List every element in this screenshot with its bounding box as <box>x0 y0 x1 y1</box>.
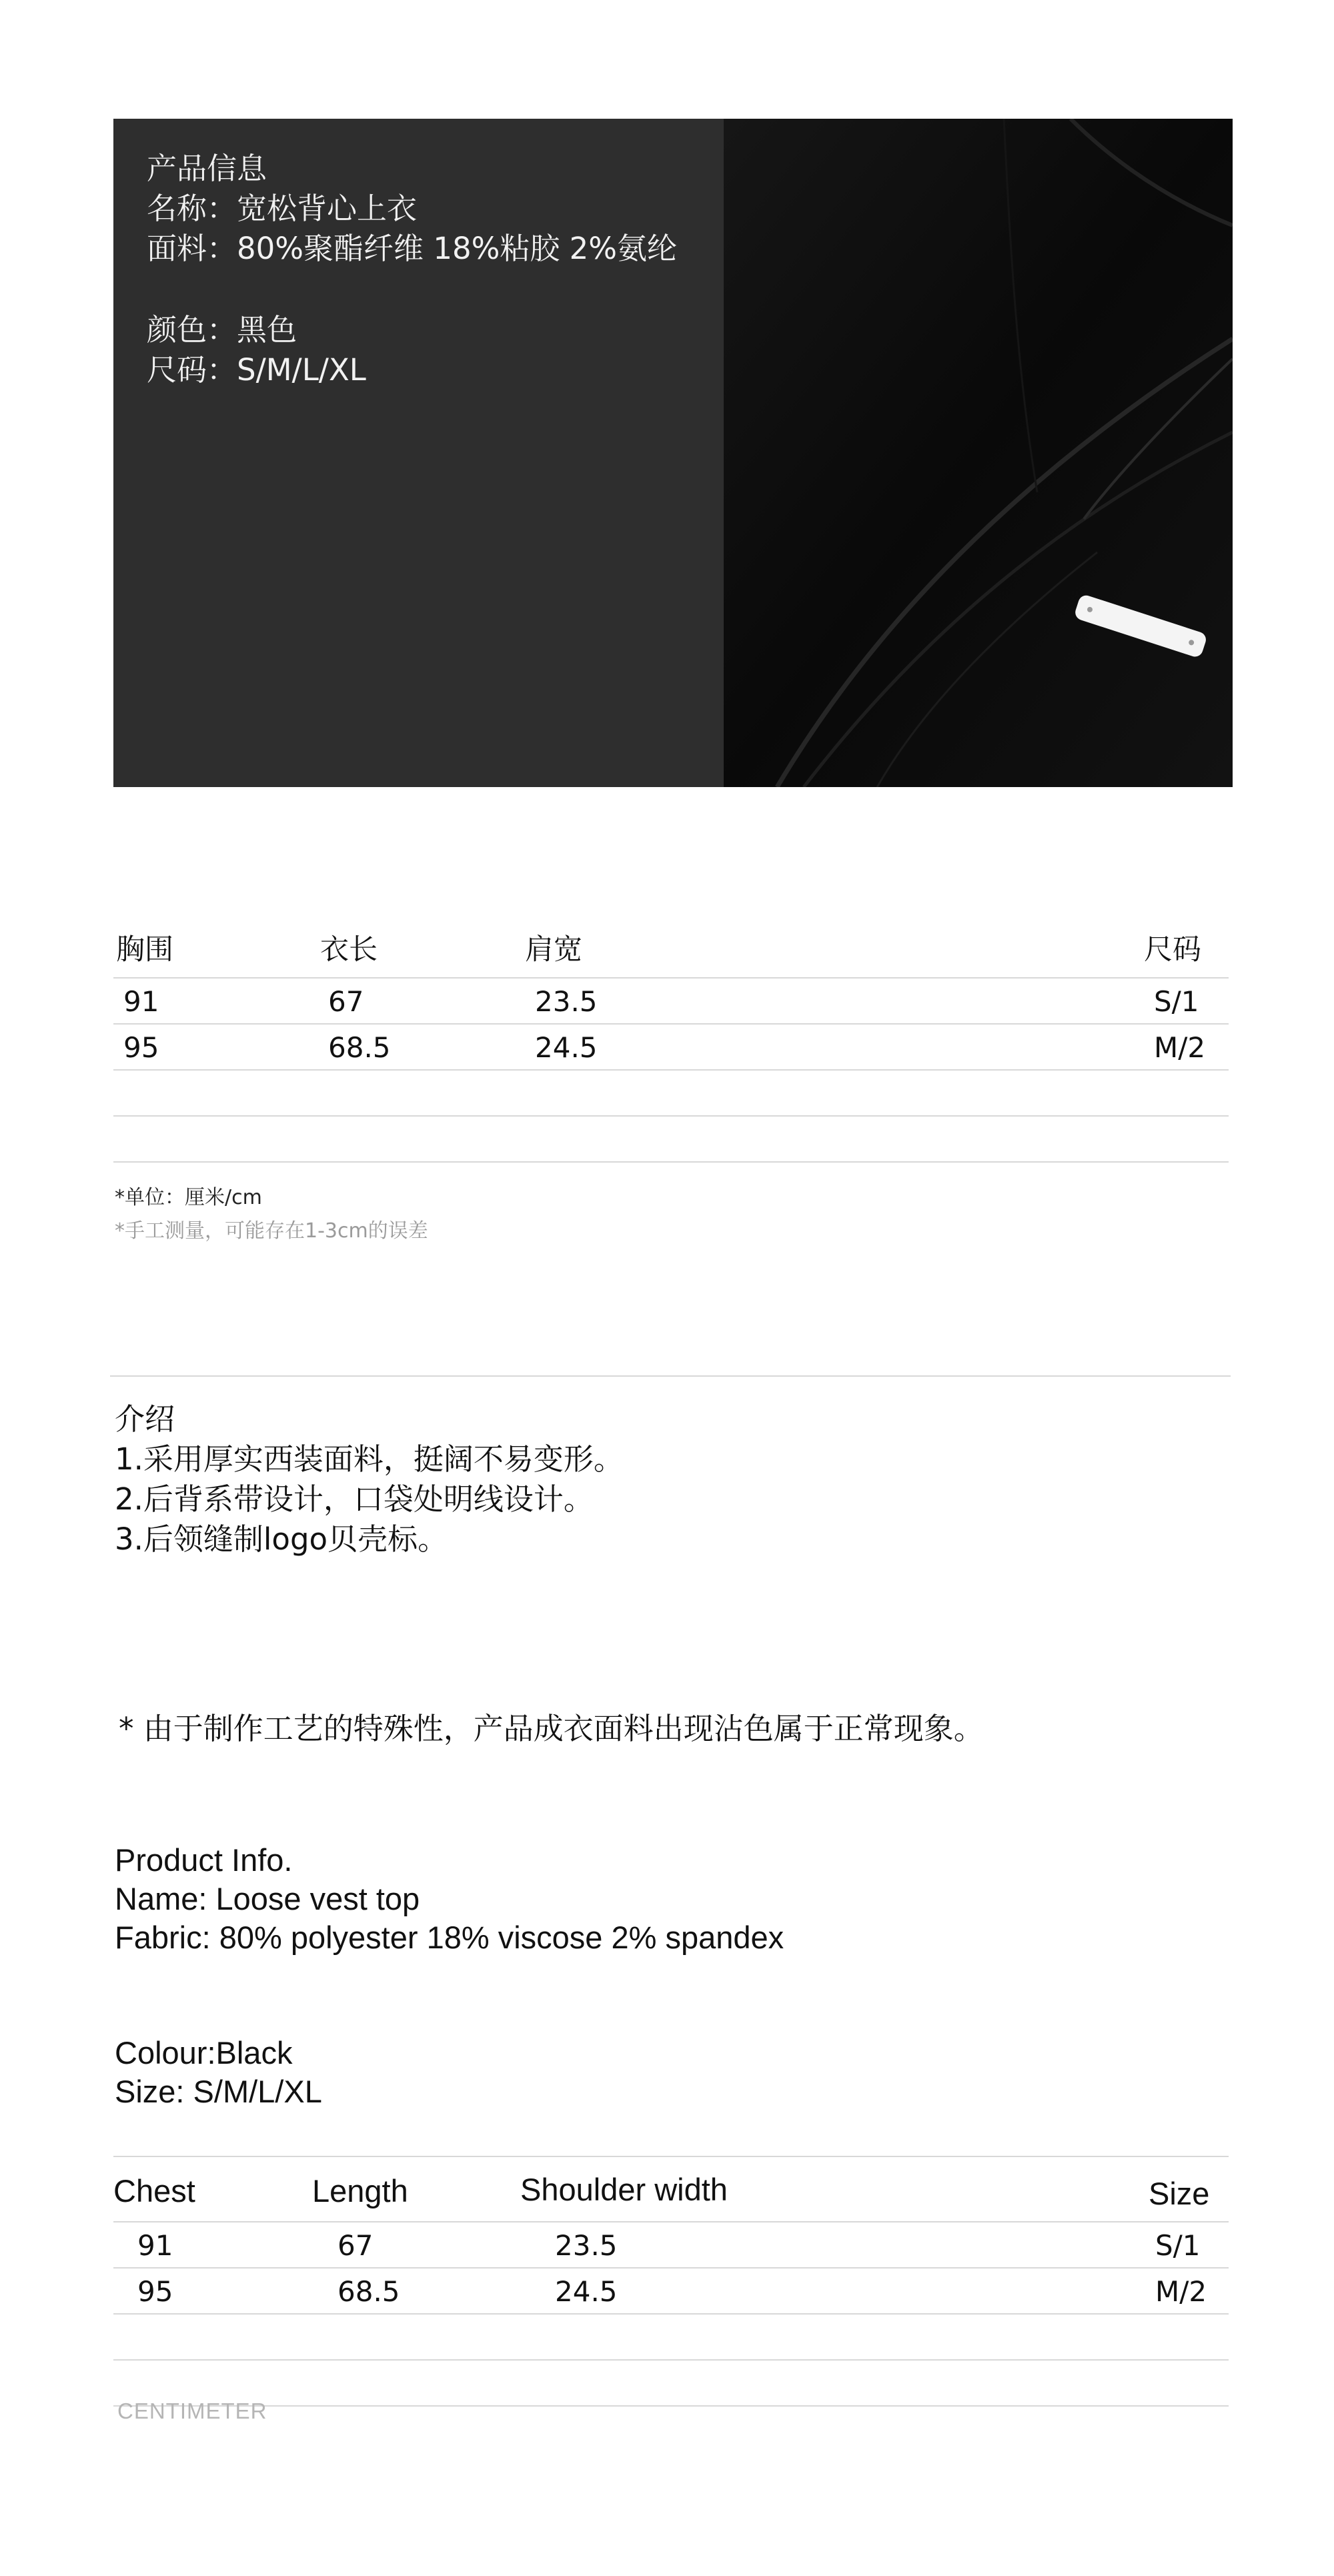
table-row <box>113 1023 1229 1069</box>
table-row <box>113 2221 1229 2267</box>
measurement-note: *手工测量，可能存在1-3cm的误差 <box>115 1219 428 1243</box>
cell-size: S/1 <box>1155 2229 1201 2262</box>
table-row-empty <box>113 2359 1229 2405</box>
cell-length: 67 <box>328 985 364 1018</box>
en-name: Name: Loose vest top <box>115 1881 420 1916</box>
centimeter-label: CENTIMETER <box>117 2399 267 2423</box>
col-chest: 胸围 <box>116 933 173 967</box>
cell-length: 67 <box>338 2229 374 2262</box>
intro-section <box>115 1399 624 1559</box>
product-info-cn <box>147 149 677 390</box>
info-title: 产品信息 <box>147 151 267 186</box>
cell-shoulder: 23.5 <box>535 985 598 1018</box>
table-bottom-rule <box>113 1161 1229 1163</box>
size-table-en <box>113 2156 1229 2407</box>
table-row-empty <box>113 2313 1229 2359</box>
col-chest: Chest <box>113 2173 195 2208</box>
cell-chest: 91 <box>123 985 159 1018</box>
unit-note: *单位：厘米/cm <box>115 1186 262 1209</box>
vest-closeup-image <box>724 119 1233 787</box>
col-shoulder: Shoulder width <box>520 2172 728 2207</box>
info-name: 名称：宽松背心上衣 <box>147 191 418 226</box>
col-size: Size <box>1149 2176 1210 2211</box>
cell-size: M/2 <box>1154 1031 1206 1064</box>
cell-length: 68.5 <box>338 2275 400 2308</box>
intro-item: 3.后领缝制logo贝壳标。 <box>115 1521 448 1557</box>
cell-chest: 95 <box>137 2275 173 2308</box>
section-divider <box>110 1375 1231 1377</box>
col-shoulder: 肩宽 <box>525 933 582 967</box>
en-colour: Colour:Black <box>115 2035 293 2070</box>
size-table-cn <box>113 924 1229 1163</box>
product-info-en <box>115 1841 784 2111</box>
size-table-header <box>113 2157 1229 2221</box>
intro-item: 2.后背系带设计，口袋处明线设计。 <box>115 1481 594 1517</box>
dye-transfer-remark: * 由于制作工艺的特殊性，产品成衣面料出现沾色属于正常现象。 <box>119 1711 984 1746</box>
cell-size: M/2 <box>1155 2275 1207 2308</box>
en-title: Product Info. <box>115 1842 293 1878</box>
en-size: Size: S/M/L/XL <box>115 2074 322 2109</box>
intro-title: 介绍 <box>115 1401 175 1437</box>
cell-length: 68.5 <box>328 1031 391 1064</box>
info-size: 尺码：S/M/L/XL <box>147 352 366 388</box>
col-length: Length <box>312 2173 408 2208</box>
cell-size: S/1 <box>1154 985 1199 1018</box>
cell-chest: 91 <box>137 2229 173 2262</box>
size-table-header <box>113 924 1229 977</box>
cell-shoulder: 24.5 <box>555 2275 618 2308</box>
intro-item: 1.采用厚实西装面料，挺阔不易变形。 <box>115 1441 624 1477</box>
black-vest-fabric-photo <box>724 119 1233 787</box>
col-length: 衣长 <box>320 933 378 967</box>
table-row <box>113 2267 1229 2313</box>
table-bottom-rule <box>113 2405 1229 2407</box>
table-row-empty <box>113 1069 1229 1115</box>
cell-chest: 95 <box>123 1031 159 1064</box>
col-size: 尺码 <box>1144 933 1201 967</box>
table-row-empty <box>113 1115 1229 1161</box>
en-fabric: Fabric: 80% polyester 18% viscose 2% spandex <box>115 1920 784 1955</box>
product-info-banner <box>113 119 1233 787</box>
table-row <box>113 977 1229 1023</box>
info-fabric: 面料：80%聚酯纤维 18%粘胶 2%氨纶 <box>147 231 678 266</box>
info-color: 颜色：黑色 <box>147 312 297 348</box>
cell-shoulder: 24.5 <box>535 1031 598 1064</box>
cell-shoulder: 23.5 <box>555 2229 618 2262</box>
